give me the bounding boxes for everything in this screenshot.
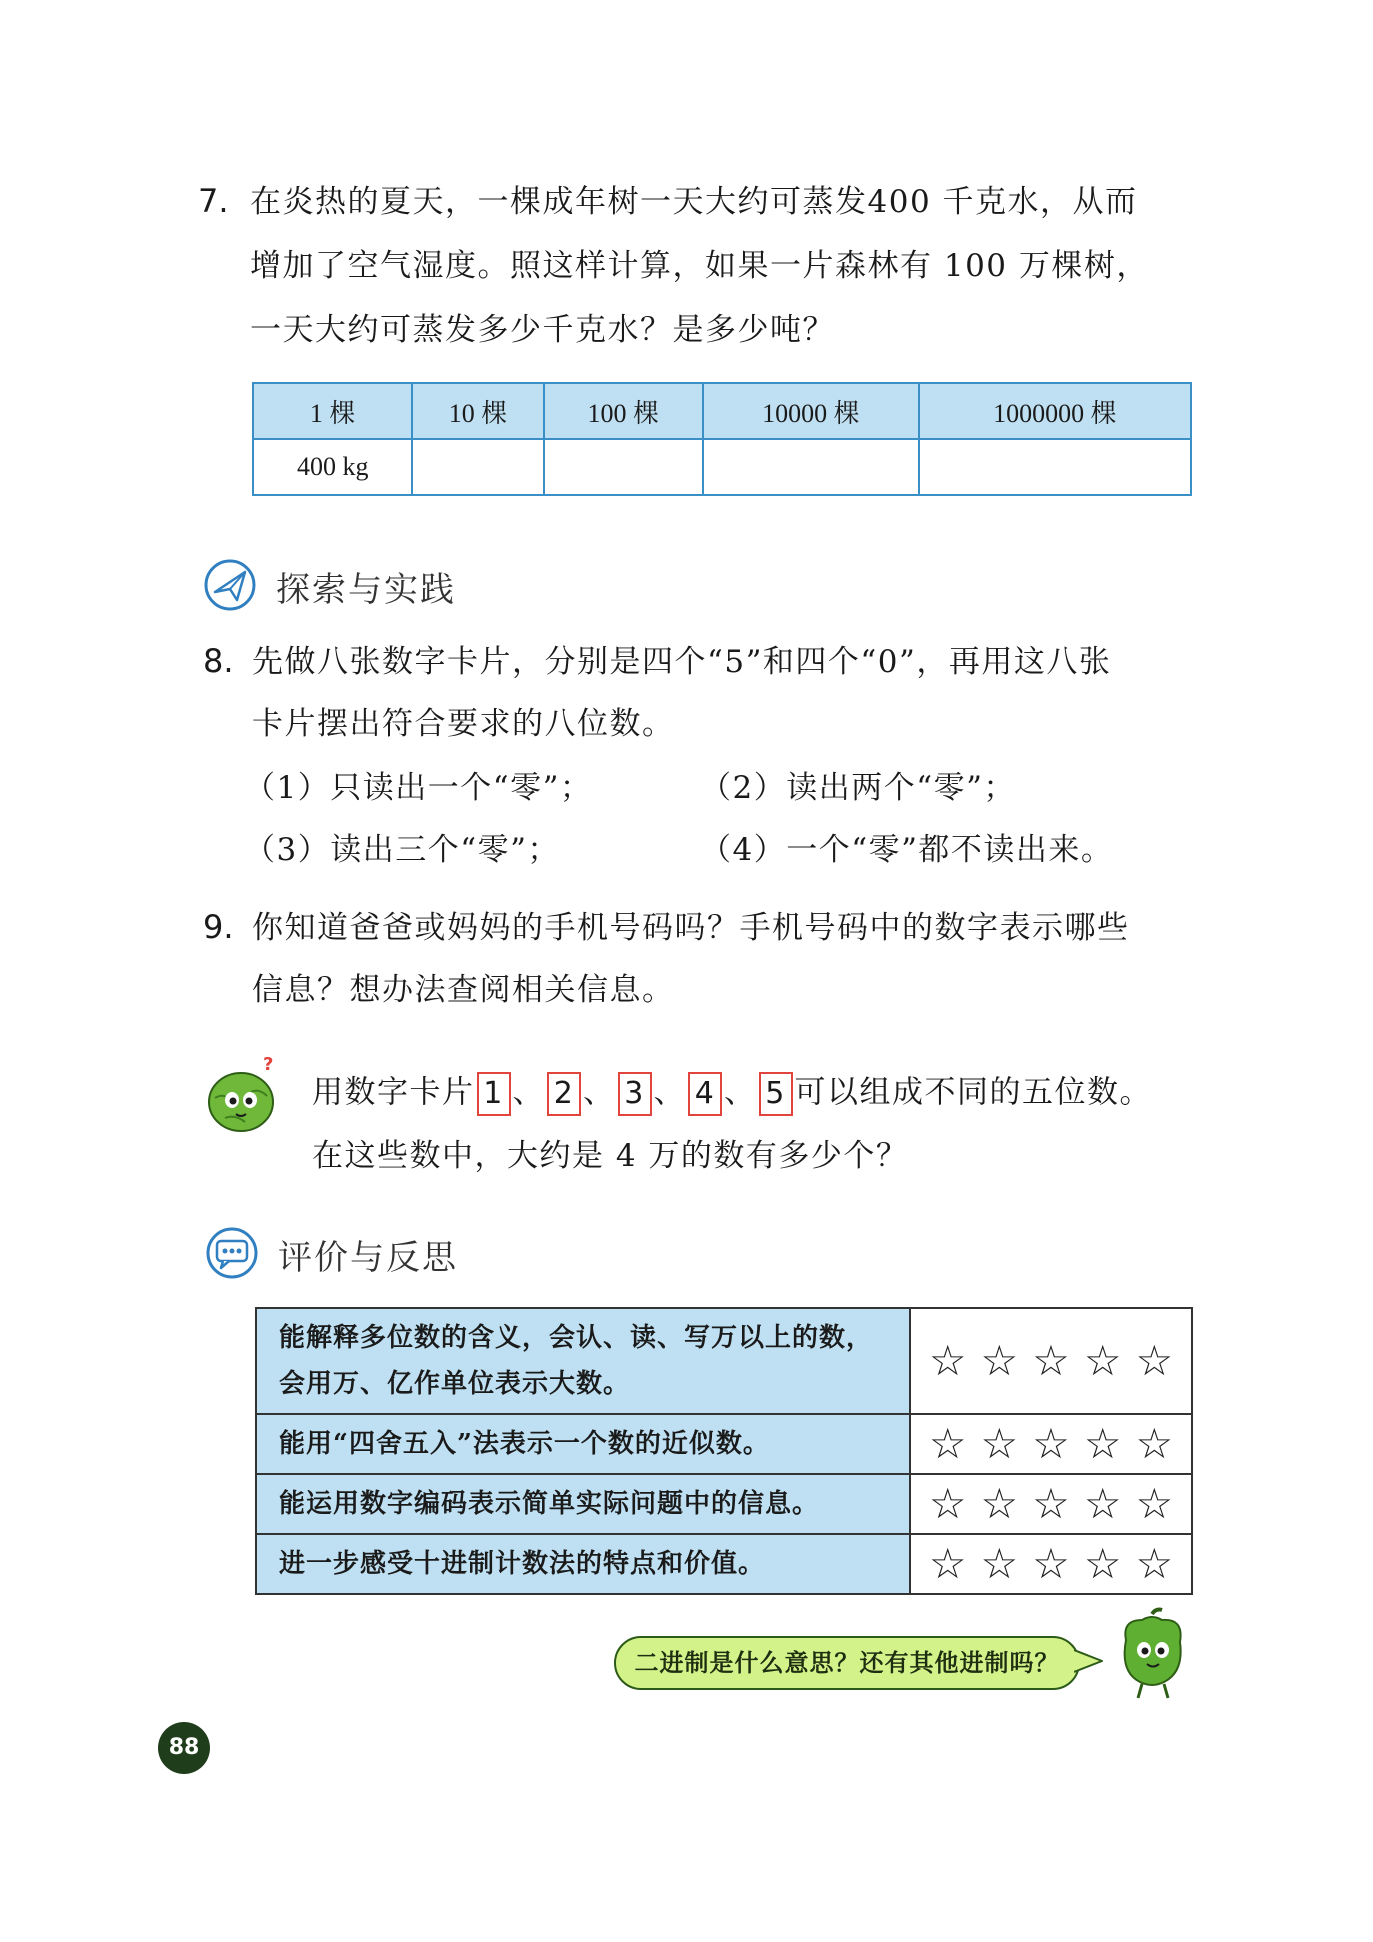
star-icon[interactable]: ☆ (928, 1479, 967, 1528)
table-header-cell: 1 棵 (253, 383, 412, 439)
table-cell (412, 439, 543, 495)
bubble-tail-icon (1074, 1648, 1104, 1674)
number-card: 4 (688, 1072, 722, 1116)
challenge-suffix: 可以组成不同的五位数。 (794, 1074, 1152, 1111)
q7-table (252, 382, 1192, 496)
star-icon[interactable]: ☆ (928, 1336, 967, 1385)
q7-number: 7. (198, 182, 229, 220)
section-title-explore: 探索与实践 (276, 570, 456, 610)
table-row (253, 383, 1191, 439)
table-header-cell: 1000000 棵 (919, 383, 1191, 439)
star-rating (910, 1308, 1192, 1414)
svg-text:?: ? (263, 1054, 274, 1075)
q7-line-2: 增加了空气湿度。照这样计算，如果一片森林有 100 万棵树， (250, 248, 1149, 284)
page-number: 88 (158, 1722, 210, 1774)
q7-line-1: 在炎热的夏天，一棵成年树一天大约可蒸发400 千克水，从而 (250, 184, 1138, 220)
q8-number: 8. (203, 642, 234, 680)
star-icon[interactable]: ☆ (1083, 1336, 1122, 1385)
table-header-cell: 100 棵 (544, 383, 703, 439)
table-row (256, 1474, 1192, 1534)
star-icon[interactable]: ☆ (1135, 1479, 1174, 1528)
pepper-mascot-icon (1112, 1606, 1194, 1702)
q8-item-1: （1）只读出一个“零”； (244, 770, 593, 806)
table-row (256, 1414, 1192, 1474)
criterion: 能运用数字编码表示简单实际问题中的信息。 (256, 1474, 910, 1534)
table-header-cell: 10000 棵 (703, 383, 919, 439)
q8-item-2: （2）读出两个“零”； (700, 770, 1016, 806)
star-icon[interactable]: ☆ (1032, 1336, 1070, 1385)
table-cell: 400 kg (253, 439, 412, 495)
separator: 、 (653, 1074, 686, 1111)
criterion: 能用“四舍五入”法表示一个数的近似数。 (256, 1414, 910, 1474)
star-icon[interactable]: ☆ (1032, 1479, 1070, 1528)
challenge-line-1 (312, 1072, 1152, 1116)
q8-item-3: （3）读出三个“零”； (244, 832, 560, 868)
criterion: 进一步感受十进制计数法的特点和价值。 (256, 1534, 910, 1594)
q9-line-1: 你知道爸爸或妈妈的手机号码吗？手机号码中的数字表示哪些 (252, 910, 1130, 946)
paper-plane-icon (203, 558, 257, 612)
star-rating (910, 1474, 1192, 1534)
table-cell (703, 439, 919, 495)
q8-line-1: 先做八张数字卡片，分别是四个“5”和四个“0”，再用这八张 (252, 644, 1112, 680)
star-rating (910, 1414, 1192, 1474)
star-icon[interactable]: ☆ (1083, 1479, 1122, 1528)
evaluation-table (255, 1307, 1193, 1595)
green-mascot-icon (205, 1052, 285, 1136)
star-icon[interactable]: ☆ (1083, 1539, 1122, 1588)
number-card: 2 (547, 1072, 581, 1116)
q9-line-2: 信息？想办法查阅相关信息。 (252, 972, 675, 1008)
table-row (256, 1534, 1192, 1594)
star-icon[interactable]: ☆ (1135, 1419, 1174, 1468)
separator: 、 (583, 1074, 616, 1111)
separator: 、 (512, 1074, 545, 1111)
speech-bubble: 二进制是什么意思？还有其他进制吗？ (614, 1636, 1080, 1690)
star-icon[interactable]: ☆ (980, 1419, 1019, 1468)
q7-line-3: 一天大约可蒸发多少千克水？是多少吨？ (250, 312, 835, 348)
q8-item-4: （4）一个“零”都不读出来。 (700, 832, 1114, 868)
separator: 、 (724, 1074, 757, 1111)
chat-bubble-icon (205, 1226, 259, 1280)
star-icon[interactable]: ☆ (980, 1479, 1019, 1528)
star-icon[interactable]: ☆ (1083, 1419, 1122, 1468)
table-header-cell: 10 棵 (412, 383, 543, 439)
star-icon[interactable]: ☆ (1135, 1539, 1174, 1588)
section-title-reflect: 评价与反思 (278, 1238, 458, 1278)
q9-number: 9. (203, 908, 234, 946)
table-row (256, 1308, 1192, 1414)
challenge-prefix: 用数字卡片 (312, 1074, 475, 1111)
star-icon[interactable]: ☆ (1032, 1539, 1070, 1588)
criterion: 能解释多位数的含义，会认、读、写万以上的数，会用万、亿作单位表示大数。 (256, 1308, 910, 1414)
q8-line-2: 卡片摆出符合要求的八位数。 (252, 706, 675, 742)
star-icon[interactable]: ☆ (1135, 1336, 1174, 1385)
star-icon[interactable]: ☆ (980, 1539, 1019, 1588)
table-row (253, 439, 1191, 495)
star-rating (910, 1534, 1192, 1594)
star-icon[interactable]: ☆ (928, 1539, 967, 1588)
challenge-line-2: 在这些数中，大约是 4 万的数有多少个？ (312, 1138, 909, 1174)
star-icon[interactable]: ☆ (1032, 1419, 1070, 1468)
number-card: 1 (477, 1072, 511, 1116)
number-card: 3 (618, 1072, 652, 1116)
table-cell (544, 439, 703, 495)
star-icon[interactable]: ☆ (980, 1336, 1019, 1385)
number-card: 5 (759, 1072, 793, 1116)
star-icon[interactable]: ☆ (928, 1419, 967, 1468)
table-cell (919, 439, 1191, 495)
